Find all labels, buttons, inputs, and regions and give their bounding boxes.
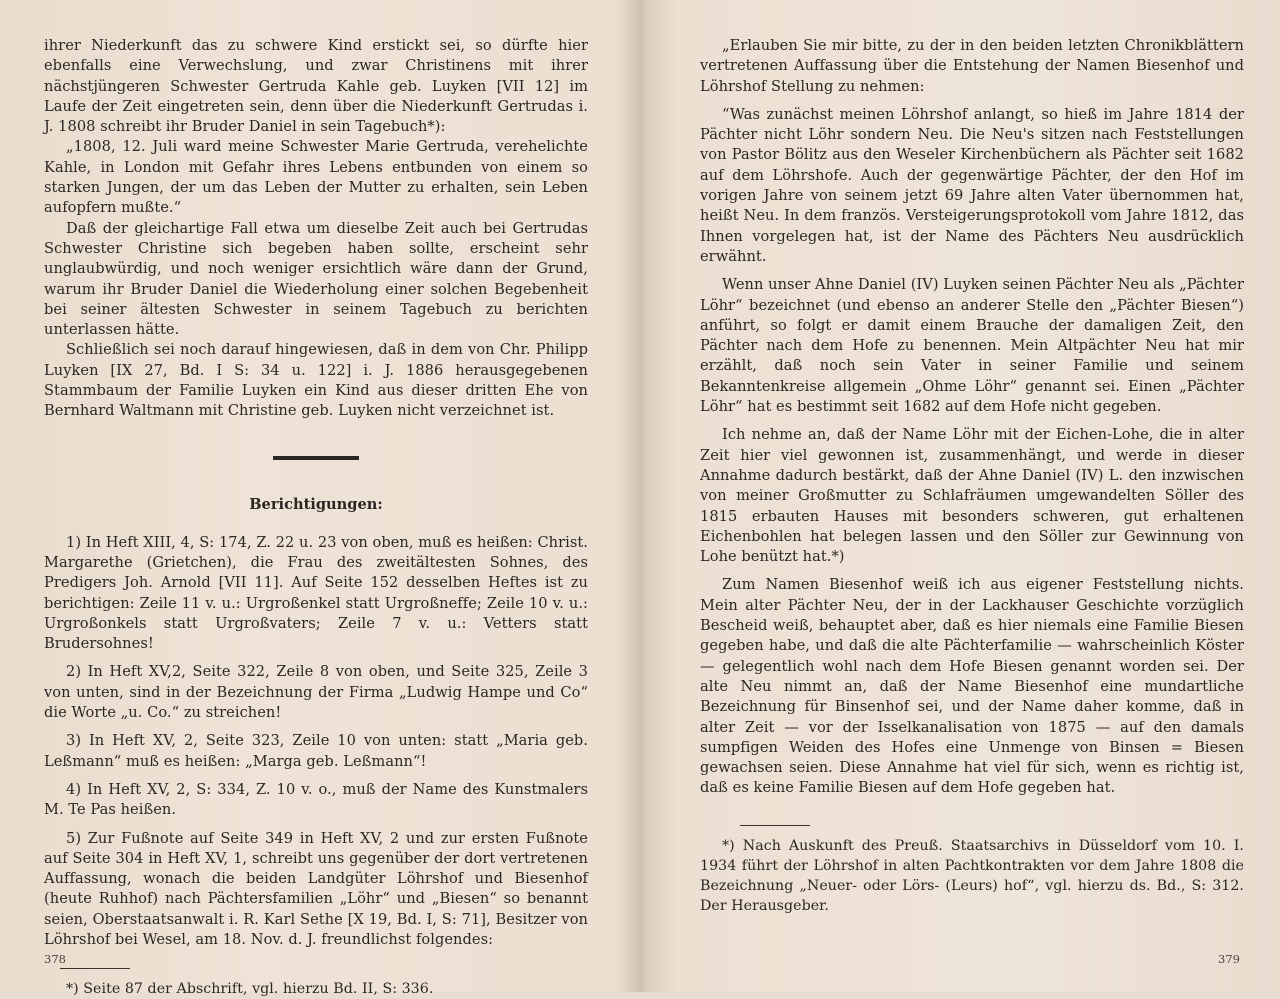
quote-paragraph: „1808, 12. Juli ward meine Schwester Marie Gertruda, verehelichte Kahle, in London mit Gefahr ihres Lebens entbunden von einem so starken Jungen, der um das Leben der Mutter zu erhalten, sein Leben aufopfern mußte.“ bbox=[44, 138, 588, 217]
correction-item: 1) In Heft XIII, 4, S: 174, Z. 22 u. 23 von oben, muß es heißen: Christ. Margarethe (Grietchen), die Frau des zweitältesten Sohnes, des Predigers Joh. Arnold [VII 11]. Auf Seite 152 desselben Heftes ist zu berichtigen: Zeile 11 v. u.: Urgroßenkel statt Urgroßneffe; Zeile 10 v. u.: Urgroßonkels statt Urgroßvaters; Zeile 7 v. u.: Vetters statt Brudersohnes! bbox=[44, 533, 588, 653]
paragraph: Daß der gleichartige Fall etwa um dieselbe Zeit auch bei Gertrudas Schwester Christine sich begeben haben sollte, erscheint sehr unglaubwürdig, und noch weniger ersichtlich wäre dann der Grund, warum ihr Bruder Daniel die Wiederholung einer solchen Begebenheit bei seiner ältesten Schwester in seinem Tagebuch zu berichten unterlassen hätte. bbox=[44, 219, 588, 339]
footnote-divider bbox=[60, 968, 130, 969]
correction-item: 5) Zur Fußnote auf Seite 349 in Heft XV, 2 und zur ersten Fußnote auf Seite 304 in Heft XV, 1, schreibt uns gegenüber der dort vertretenen Auffassung, wonach die beiden Landgüter Löhrshof und Biesenhof (heute Ruhhof) nach Pächtersfamilien „Löhr“ und „Biesen“ so benannt seien, Oberstaatsanwalt i. R. Karl Sethe [X 19, Bd. I, S: 71], Besitzer von Löhrshof bei Wesel, am 18. Nov. d. J. freundlichst folgendes: bbox=[44, 829, 588, 948]
right-page bbox=[648, 0, 1280, 992]
paragraph: Schließlich sei noch darauf hingewiesen, daß in dem von Chr. Philipp Luyken [IX 27, Bd. I S: 34 u. 122] i. J. 1886 herausgegebenen Stammbaum der Familie Luyken ein Kind aus dieser dritten Ehe von Bernhard Waltmann mit Christine geb. Luyken nicht verzeichnet ist. bbox=[44, 341, 588, 420]
section-heading: Berichtigungen: bbox=[249, 495, 383, 513]
paragraph: ihrer Niederkunft das zu schwere Kind erstickt sei, so dürfte hier ebenfalls eine Verwechslung, und zwar Christinens mit ihrer nächstjüngeren Schwester Gertruda Kahle geb. Luyken [VII 12] im Laufe der Zeit eingetreten sein, denn über die Niederkunft Gertrudas i. J. 1808 schreibt ihr Bruder Daniel in sein Tagebuch*): bbox=[44, 37, 588, 136]
section-divider bbox=[273, 456, 359, 460]
correction-item: 2) In Heft XV,2, Seite 322, Zeile 8 von oben, und Seite 325, Zeile 3 von unten, sind in der Bezeichnung der Firma „Ludwig Hampe und Co“ die Worte „u. Co.“ zu streichen! bbox=[44, 663, 588, 722]
page-number: 379 bbox=[1218, 952, 1240, 966]
left-page bbox=[0, 0, 632, 998]
correction-item: 4) In Heft XV, 2, S: 334, Z. 10 v. o., muß der Name des Kunstmalers M. Te Pas heißen. bbox=[44, 780, 588, 819]
paragraph: „Erlauben Sie mir bitte, zu der in den beiden letzten Chronikblättern vertretenen Auffassung über die Entstehung der Namen Biesenhof und Löhrshof Stellung zu nehmen: bbox=[700, 37, 1244, 95]
paragraph: Wenn unser Ahne Daniel (IV) Luyken seinen Pächter Neu als „Pächter Löhr“ bezeichnet (und ebenso an anderer Stelle den „Pächter Biesen“) anführt, so folgt er damit einem Brauche der damaligen Zeit, den Pächter nach dem Hofe zu benennen. Mein Altpächter Neu hat mir erzählt, daß noch sein Vater in seiner Familie und seinem Bekanntenkreise allgemein „Ohme Löhr“ genannt sei. Einen „Pächter Löhr“ hat es bestimmt seit 1682 auf dem Hofe nicht gegeben. bbox=[700, 276, 1244, 416]
paragraph: “Was zunächst meinen Löhrshof anlangt, so hieß im Jahre 1814 der Pächter nicht Löhr sondern Neu. Die Neu's sitzen nach Feststellungen von Pastor Bölitz aus den Weseler Kirchenbüchern als Pächter seit 1682 auf dem Löhrshofe. Auch der gegenwärtige Pächter, der den Hof im vorigen Jahre von seinem jetzt 69 Jahre alten Vater übernommen hat, heißt Neu. In dem französ. Versteigerungsprotokoll vom Jahre 1812, das Ihnen vorgelegen hat, ist der Name des Pächters Neu ausdrücklich erwähnt. bbox=[700, 105, 1244, 265]
footnote: *) Seite 87 der Abschrift, vgl. hierzu Bd. II, S: 336. bbox=[66, 981, 434, 998]
footnote: *) Nach Auskunft des Preuß. Staatsarchivs in Düsseldorf vom 10. I. 1934 führt der Löhrshof in alten Pachtkontrakten vor dem Jahre 1808 die Bezeichnung „Neuer- oder Lörs- (Leurs) hof“, vgl. hierzu ds. Bd., S: 312. Der Herausgeber. bbox=[700, 837, 1244, 914]
paragraph: Zum Namen Biesenhof weiß ich aus eigener Feststellung nichts. Mein alter Pächter Neu, der in der Lackhauser Geschichte vorzüglich Bescheid weiß, behauptet aber, daß es hier niemals eine Familie Biesen gegeben habe, und daß die alte Pächterfamilie — wahrscheinlich Köster — gelegentlich wohl nach dem Hofe Biesen genannt worden sei. Der alte Neu nimmt an, daß der Name Biesenhof eine mundartliche Bezeichnung für Binsenhof sei, und der Name daher komme, daß in alter Zeit — vor der Isselkanalisation von 1875 — auf den damals sumpfigen Weiden des Hofes eine Unmenge von Binsen = Biesen gewachsen seien. Diese Annahme hat viel für sich, wenn es richtig ist, daß es keine Familie Biesen auf dem Hofe gegeben hat. bbox=[700, 576, 1244, 797]
paragraph: Ich nehme an, daß der Name Löhr mit der Eichen-Lohe, die in alter Zeit hier viel gewonnen ist, zusammenhängt, und werde in dieser Annahme dadurch bestärkt, daß der Ahne Daniel (IV) L. den inzwischen von meiner Großmutter zu Schlafräumen umgewandelten Söller des 1815 erbauten Hauses mit besonders schweren, gut erhaltenen Eichenbohlen hat belegen lassen und den Söller zur Gewinnung von Lohe benützt hat.*) bbox=[700, 426, 1244, 566]
correction-item: 3) In Heft XV, 2, Seite 323, Zeile 10 von unten: statt „Maria geb. Leßmann“ muß es heißen: „Marga geb. Leßmann“! bbox=[44, 732, 588, 770]
footnote-divider bbox=[740, 825, 810, 826]
page-number: 378 bbox=[44, 952, 66, 966]
